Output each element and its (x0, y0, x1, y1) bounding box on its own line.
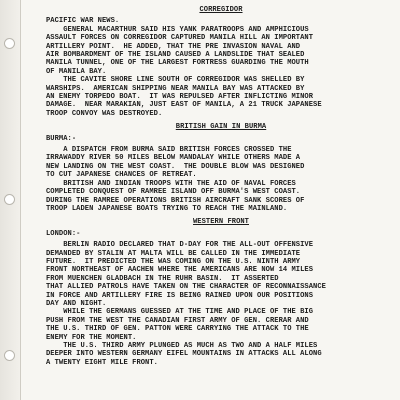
text-line: A TWENTY EIGHT MILE FRONT. (46, 358, 158, 367)
text-line: THAT ALLIED PATROLS HAVE TAKEN ON THE CHARACTER OF RECONNAISSANCE (46, 283, 326, 292)
dateline: LONDON:- (46, 229, 81, 238)
text-line: DURING THE RAMREE OPERATIONS BRITISH AIRCRAFT SANK SCORES OF (46, 196, 305, 205)
text-line: BERLIN RADIO DECLARED THAT D-DAY FOR THE ALL-OUT OFFENSIVE (46, 241, 314, 250)
text-line: GENERAL MACARTHUR SAID HIS YANK PARATROOPS AND AMPHICIOUS (46, 25, 309, 34)
paragraph (46, 308, 396, 342)
paragraph (46, 241, 396, 308)
punch-hole (4, 38, 15, 49)
text-line: WARSHIPS. AMERICAN SHIPPING NEAR MANILA BAY WAS ATTACKED BY (46, 84, 305, 93)
punch-hole (4, 350, 15, 361)
section-heading: BRITISH GAIN IN BURMA (175, 123, 267, 132)
paragraph (46, 146, 396, 180)
binder-edge-line (20, 0, 21, 400)
text-line: IRRAWADDY RIVER 50 MILES BELOW MANDALAY WHILE OTHERS MADE A (46, 154, 301, 163)
text-line: NEW LANDING ON THE WEST COAST. THE DOUBLE BLOW WAS DESIGNED (46, 162, 305, 171)
news-section (46, 6, 396, 118)
text-line: FROM MUENCHEN GLADBACH IN THE RUHR BASIN. IT ASSERTED (46, 274, 279, 283)
section-heading: CORREGIDOR (199, 6, 243, 14)
text-line: PUSH FROM THE WEST THE CANADIAN FIRST ARMY OF GEN. CRERAR AND (46, 316, 309, 325)
section-heading: WESTERN FRONT (193, 218, 249, 227)
text-line: TROOP CONVOY WAS DESTROYED. (46, 109, 163, 118)
punch-hole (4, 194, 15, 205)
text-line: THE U.S. THIRD OF GEN. PATTON WERE CARRYING THE ATTACK TO THE (46, 325, 309, 334)
paragraph (46, 17, 396, 76)
paragraph (46, 342, 396, 367)
text-line: PACIFIC WAR NEWS. (46, 17, 120, 26)
text-line: A DISPATCH FROM BURMA SAID BRITISH FORCES CROSSED THE (46, 146, 292, 155)
text-line: BRITISH AND INDIAN TROOPS WITH THE AID OF NAVAL FORCES (46, 179, 296, 188)
text-line: ARTILLERY POINT. HE ADDED, THAT THE PRE INVASION NAVAL AND (46, 42, 301, 51)
text-line: AN ENEMY TORPEDO BOAT. IT WAS REPULSED AFTER INFLICTING MINOR (46, 93, 314, 102)
text-line: OF MANILA BAY. (46, 67, 107, 76)
text-line: THE U.S. THIRD ARMY PLUNGED AS MUCH AS TWO AND A HALF MILES (46, 341, 318, 350)
text-line: ASSAULT FORCES ON CORREGIDOR CAPTURED MANILA HILL AN IMPORTANT (46, 34, 314, 43)
text-line: TO CUT JAPANESE CHANCES OF RETREAT. (46, 171, 197, 180)
text-line: FRONT NORTHEAST OF AACHEN WHERE THE AMERICANS ARE NOW 14 MILES (46, 266, 314, 275)
paragraph (46, 76, 396, 118)
text-line: FUTURE. IT PREDICTED THE WAS COMING ON THE U.S. NINTH ARMY (46, 257, 301, 266)
binder-margin (0, 0, 20, 400)
document-body (46, 6, 396, 367)
text-line: COMPLETED CONQUEST OF RAMREE ISLAND OFF BURMA'S WEST COAST. (46, 188, 301, 197)
text-line: THE CAVITE SHORE LINE SOUTH OF CORREGIDOR WAS SHELLED BY (46, 76, 305, 85)
text-line: IN FORCE AND ARTILLERY FIRE IS BEING RAINED UPON OUR POSITIONS (46, 291, 314, 300)
text-line: DEMANDED BY STALIN AT MALTA WILL BE CALLED IN THE IMMEDIATE (46, 249, 301, 258)
text-line: TROOP LADEN JAPANESE BOATS TRYING TO REACH THE MAINLAND. (46, 204, 288, 213)
text-line: MANILA TUNNEL, ONE OF THE LARGEST FORTRESS GUARDING THE MOUTH (46, 59, 309, 68)
news-section (46, 118, 396, 213)
text-line: DAY AND NIGHT. (46, 299, 107, 308)
news-section (46, 213, 396, 367)
text-line: ENEMY FOR THE MOMENT. (46, 333, 137, 342)
text-line: WHILE THE GERMANS GUESSED AT THE TIME AND PLACE OF THE BIG (46, 308, 314, 317)
paragraph (46, 180, 396, 214)
text-line: DEEPER INTO WESTERN GERMANY EIFEL MOUNTAINS IN ATTACKS ALL ALONG (46, 350, 322, 359)
text-line: DAMAGE. NEAR MARAKIAN, JUST EAST OF MANILA, A 21 TRUCK JAPANESE (46, 101, 322, 110)
dateline: BURMA:- (46, 134, 77, 143)
text-line: AIR BOMBARDMENT OF THE ISLAND CAUSED A LANDSLIDE THAT SEALED (46, 51, 305, 60)
